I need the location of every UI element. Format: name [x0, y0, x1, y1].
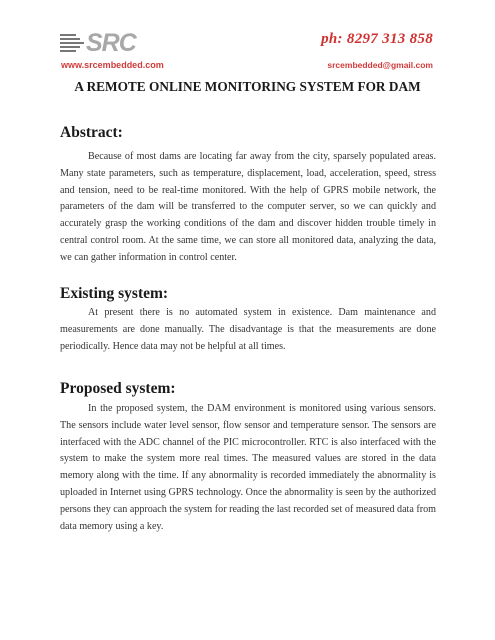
header-phone: ph: 8297 313 858 [321, 31, 433, 47]
logo-speed-lines-icon [60, 34, 84, 52]
abstract-heading: Abstract: [60, 124, 123, 141]
proposed-system-text: In the proposed system, the DAM environment is monitored using various sensors. The sensors include water level sensor, flow sensor and temperature sensor. The sensors are interfaced with the ADC channel of the PIC microcontroller. RTC is also interfaced with the system to make the system more real times. The measured values are stored in the data memory along with the time. If any abnormality is recorded immediately the abnormality is uploaded in Internet using GPRS technology. Once the abnormality is seen by the authorized persons they can approach the system for reading the last recorded set of measured data from data memory using a key. [60, 403, 436, 532]
logo-text: SRC [86, 29, 136, 57]
document-title: A REMOTE ONLINE MONITORING SYSTEM FOR DAM [74, 79, 421, 94]
proposed-system-heading: Proposed system: [60, 380, 176, 397]
existing-system-heading: Existing system: [60, 285, 169, 302]
header-email: srcembedded@gmail.com [327, 60, 433, 70]
header-website: www.srcembedded.com [61, 60, 164, 70]
abstract-text: Because of most dams are locating far away from the city, sparsely populated areas. Many state parameters, such as temperature, displacement, load, acceleration, speed, stress and tension, need to be real-time monitored. With the help of GPRS mobile network, the parameters of the dam will be transferred to the computer server, so we can quickly and accurately grasp the working conditions of the dam and discover hidden trouble timely in central control room. At the same time, we can store all monitored data, analyzing the data, we can gather information in control center. [60, 151, 436, 263]
existing-system-text: At present there is no automated system in existence. Dam maintenance and measurements are done manually. The disadvantage is that the measurements are done periodically. Hence data may not be helpful at all times. [60, 307, 436, 352]
src-logo [60, 30, 136, 56]
